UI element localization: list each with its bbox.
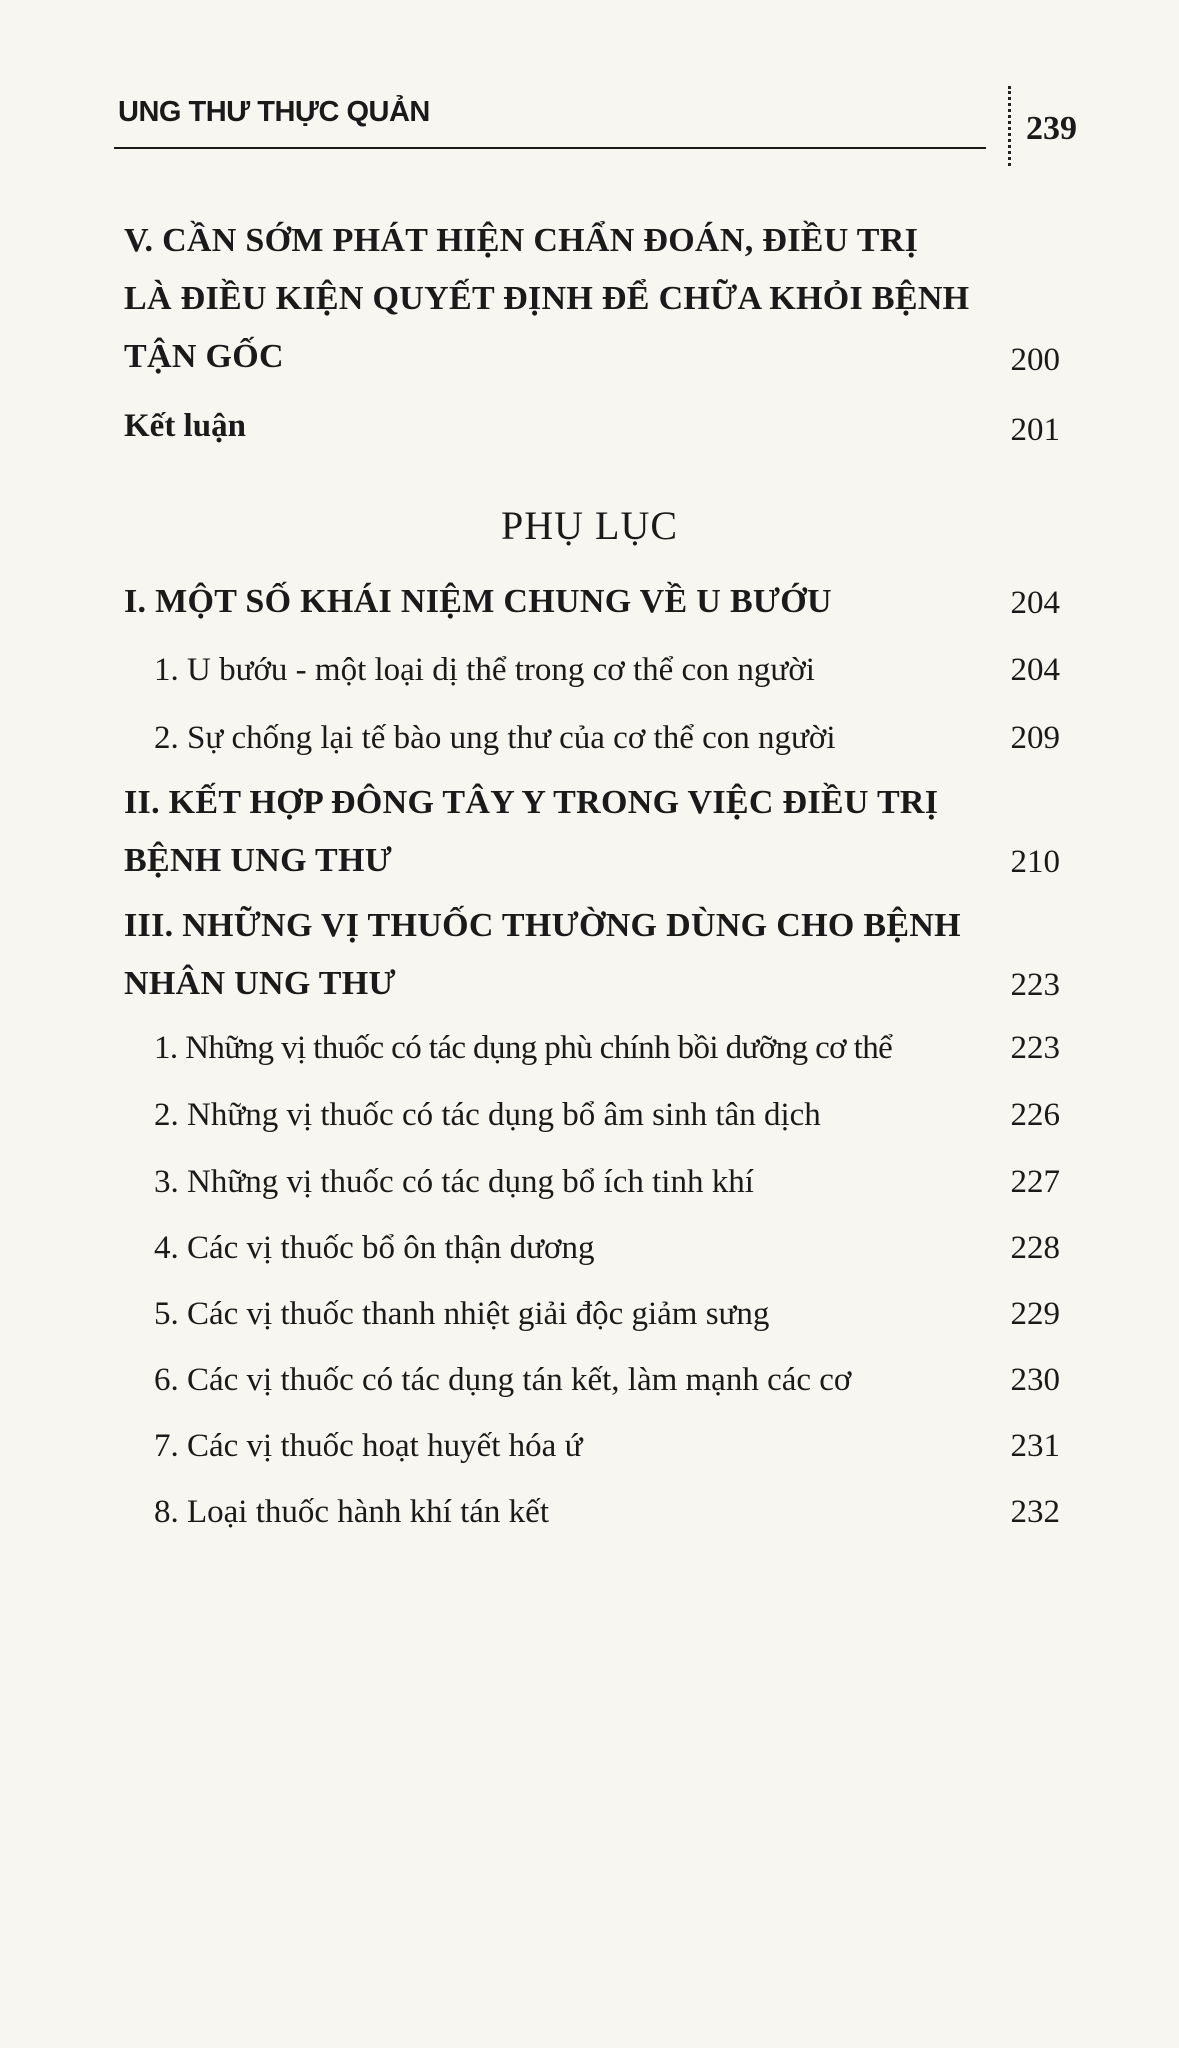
toc-entry-title-line: 3. Những vị thuốc có tác dụng bổ ích tinh khí [154,1164,754,1200]
toc-entry-title-line: 2. Những vị thuốc có tác dụng bổ âm sinh tân dịch [154,1097,821,1133]
toc-entry-title-line: 1. U bướu - một loại dị thể trong cơ thể con người [154,652,815,688]
toc-entry-title-line: TẬN GỐC [124,338,284,375]
toc-entry-page-number: 230 [1010,1362,1060,1398]
toc-entry-page-number: 223 [1010,1030,1060,1066]
toc-entry-title-line: 7. Các vị thuốc hoạt huyết hóa ứ [154,1428,583,1464]
toc-entry-title-line: BỆNH UNG THƯ [124,842,393,879]
toc-entry-title-line: LÀ ĐIỀU KIỆN QUYẾT ĐỊNH ĐỂ CHỮA KHỎI BỆNH [124,280,970,317]
toc-entry-page-number: 227 [1010,1164,1060,1200]
toc-entry-page-number: 201 [1010,412,1060,448]
toc-entry-title-line: 5. Các vị thuốc thanh nhiệt giải độc giảm sưng [154,1296,770,1332]
toc-entry-page-number: 226 [1010,1097,1060,1133]
toc-entry-page-number: 229 [1010,1296,1060,1332]
toc-entry-title-line: II. KẾT HỢP ĐÔNG TÂY Y TRONG VIỆC ĐIỀU TRỊ [124,784,939,821]
toc-entry-page-number: 210 [1010,844,1060,880]
toc-entry-title-line: 6. Các vị thuốc có tác dụng tán kết, làm mạnh các cơ [154,1362,852,1398]
toc-entry-page-number: 204 [1010,585,1060,621]
toc-entry-title-line: NHÂN UNG THƯ [124,965,396,1002]
appendix-title: PHỤ LỤC [500,503,679,548]
toc-entry-title-line: Kết luận [124,408,246,444]
running-header-title: UNG THƯ THỰC QUẢN [118,96,430,128]
toc-entry-page-number: 231 [1010,1428,1060,1464]
toc-entry-page-number: 223 [1010,967,1060,1003]
toc-entry-title-line: 1. Những vị thuốc có tác dụng phù chính bồi dưỡng cơ thể [154,1030,893,1066]
toc-entry-page-number: 232 [1010,1494,1060,1530]
toc-entry-page-number: 228 [1010,1230,1060,1266]
page-number: 239 [1026,110,1077,147]
header-vertical-rule [1008,86,1011,166]
toc-entry-page-number: 204 [1010,652,1060,688]
toc-entry-page-number: 200 [1010,342,1060,378]
toc-entry-title-line: I. MỘT SỐ KHÁI NIỆM CHUNG VỀ U BƯỚU [124,583,832,620]
toc-entry-title-line: 8. Loại thuốc hành khí tán kết [154,1494,549,1530]
toc-entry-title-line: V. CẦN SỚM PHÁT HIỆN CHẨN ĐOÁN, ĐIỀU TRỊ [124,222,919,259]
toc-entry-page-number: 209 [1010,720,1060,756]
toc-entry-title-line: 2. Sự chống lại tế bào ung thư của cơ thể con người [154,720,836,756]
header-rule [114,147,986,149]
toc-entry-title-line: 4. Các vị thuốc bổ ôn thận dương [154,1230,595,1266]
toc-entry-title-line: III. NHỮNG VỊ THUỐC THƯỜNG DÙNG CHO BỆNH [124,907,961,944]
